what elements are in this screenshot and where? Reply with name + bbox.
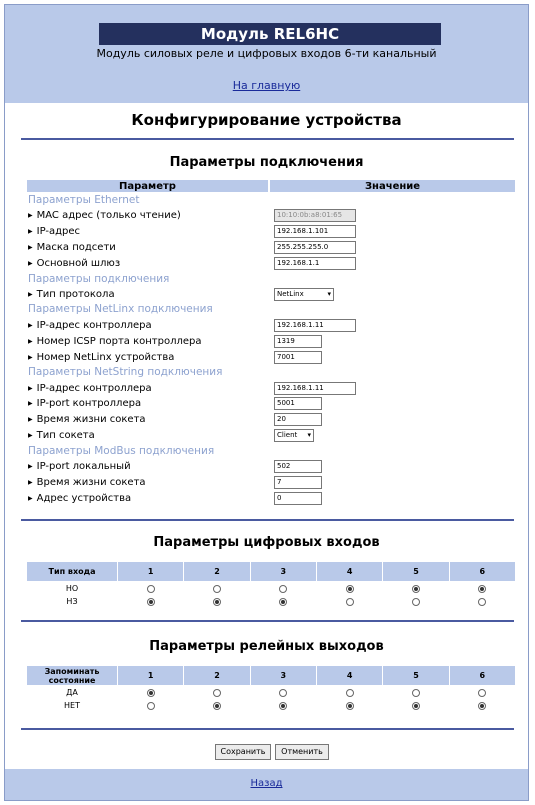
relay-output-cell <box>118 699 184 712</box>
col-value-header: Значение <box>269 179 516 193</box>
relay-output-radio[interactable] <box>412 702 420 710</box>
digital-input-cell <box>250 582 316 596</box>
netlinx-port-field[interactable]: 1319 <box>274 335 322 348</box>
relay-output-cell <box>449 686 515 700</box>
digital-input-cell <box>118 595 184 608</box>
digital-input-radio[interactable] <box>147 585 155 593</box>
digital-input-radio[interactable] <box>478 585 486 593</box>
module-title: Модуль REL6HC <box>99 23 441 45</box>
netlinx-ip-field[interactable]: 192.168.1.11 <box>274 319 356 332</box>
input-type-header: Тип входа <box>27 562 118 582</box>
netstring-port-field[interactable]: 5001 <box>274 397 322 410</box>
param-row-netstring-port <box>26 396 516 412</box>
relay-output-cell <box>383 686 449 700</box>
home-link[interactable]: На главную <box>232 79 301 92</box>
modbus-address-label: ▶ Адрес устройства <box>26 493 274 504</box>
channel-header: 2 <box>184 562 250 582</box>
modbus-port-label: ▶ IP-port локальный <box>26 461 274 472</box>
channel-header: 5 <box>383 562 449 582</box>
netstring-port-label: ▶ IP-port контроллера <box>26 398 274 409</box>
channel-header: 1 <box>118 562 184 582</box>
digital-input-cell <box>383 582 449 596</box>
digital-input-radio[interactable] <box>346 598 354 606</box>
cancel-button[interactable]: Отменить <box>275 744 329 760</box>
chevron-down-icon: ▾ <box>307 431 311 440</box>
netstring-ip-field[interactable]: 192.168.1.11 <box>274 382 356 395</box>
param-row-netlinx-device <box>26 349 516 365</box>
param-row-gateway <box>26 256 516 272</box>
gateway-label: ▶ Основной шлюз <box>26 258 274 269</box>
channel-header: 2 <box>184 666 250 686</box>
param-row-protocol <box>26 287 516 303</box>
socket-type-label: ▶ Тип сокета <box>26 430 274 441</box>
page-frame <box>4 4 529 801</box>
digital-input-cell <box>118 582 184 596</box>
digital-input-cell <box>250 595 316 608</box>
relay-output-cell <box>383 699 449 712</box>
divider <box>21 519 514 521</box>
relay-output-cell <box>250 686 316 700</box>
relay-output-cell <box>184 699 250 712</box>
relay-output-cell <box>316 699 382 712</box>
connection-params-table <box>26 179 516 506</box>
param-row-netstring-lifetime <box>26 412 516 428</box>
group-connection: Параметры подключения <box>28 272 170 285</box>
param-row-mask <box>26 240 516 256</box>
digital-input-radio[interactable] <box>412 598 420 606</box>
ip-label: ▶ IP-адрес <box>26 226 274 237</box>
modbus-lifetime-label: ▶ Время жизни сокета <box>26 477 274 488</box>
digital-input-radio[interactable] <box>279 598 287 606</box>
relay-output-cell <box>316 686 382 700</box>
digital-input-row <box>27 582 516 596</box>
relay-output-radio[interactable] <box>279 702 287 710</box>
protocol-label: ▶ Тип протокола <box>26 289 274 300</box>
channel-header: 6 <box>449 666 515 686</box>
netlinx-ip-label: ▶ IP-адрес контроллера <box>26 320 274 331</box>
digital-input-cell <box>184 582 250 596</box>
param-row-netlinx-ip <box>26 317 516 333</box>
page-title: Конфигурирование устройства <box>131 111 402 129</box>
relay-output-row-label: НЕТ <box>64 701 80 710</box>
param-row-netstring-ip <box>26 380 516 396</box>
relay-output-row-label: ДА <box>66 688 78 697</box>
param-row-modbus-lifetime <box>26 475 516 491</box>
mask-field[interactable]: 255.255.255.0 <box>274 241 356 254</box>
relay-outputs-header-row <box>27 666 516 686</box>
relay-outputs-body <box>27 686 516 713</box>
group-modbus: Параметры ModBus подключения <box>28 444 215 457</box>
connection-section-title: Параметры подключения <box>169 155 364 170</box>
digital-input-radio[interactable] <box>147 598 155 606</box>
digital-input-row-label: НО <box>65 584 79 593</box>
digital-input-radio[interactable] <box>213 598 221 606</box>
gateway-field[interactable]: 192.168.1.1 <box>274 257 356 270</box>
relay-output-radio[interactable] <box>478 702 486 710</box>
digital-input-radio[interactable] <box>478 598 486 606</box>
protocol-select[interactable] <box>274 288 334 301</box>
channel-header: 6 <box>449 562 515 582</box>
mac-label: ▶ MAC адрес (только чтение) <box>26 210 274 221</box>
relay-output-cell <box>184 686 250 700</box>
ip-field[interactable]: 192.168.1.101 <box>274 225 356 238</box>
digital-input-cell <box>316 595 382 608</box>
chevron-down-icon: ▾ <box>327 290 331 298</box>
col-param-header: Параметр <box>26 179 269 193</box>
group-netstring: Параметры NetString подключения <box>28 366 223 379</box>
socket-type-select[interactable] <box>274 429 314 442</box>
modbus-address-field[interactable]: 0 <box>274 492 322 505</box>
channel-header: 4 <box>316 562 382 582</box>
digital-input-radio[interactable] <box>213 585 221 593</box>
group-ethernet: Параметры Ethernet <box>28 194 140 206</box>
digital-input-cell <box>449 582 515 596</box>
param-row-netlinx-port <box>26 333 516 349</box>
relay-output-radio[interactable] <box>147 689 155 697</box>
header <box>5 5 528 103</box>
relay-output-cell <box>449 699 515 712</box>
digital-input-cell <box>184 595 250 608</box>
netstring-ip-label: ▶ IP-адрес контроллера <box>26 383 274 394</box>
socket-type-value: Client <box>277 431 298 440</box>
save-button[interactable]: Сохранить <box>215 744 271 760</box>
relay-output-radio[interactable] <box>279 689 287 697</box>
modbus-lifetime-field[interactable]: 7 <box>274 476 322 489</box>
channel-header: 5 <box>383 666 449 686</box>
relay-outputs-section-title: Параметры релейных выходов <box>149 639 384 654</box>
channel-header: 3 <box>250 666 316 686</box>
param-row-mac <box>26 208 516 224</box>
relay-output-cell <box>118 686 184 700</box>
footer <box>5 769 528 800</box>
digital-input-radio[interactable] <box>279 585 287 593</box>
divider <box>21 728 514 730</box>
digital-input-cell <box>449 595 515 608</box>
relay-output-row <box>27 699 516 712</box>
relay-output-radio[interactable] <box>147 702 155 710</box>
mac-field: 10:10:0b:a8:01:65 <box>274 209 356 222</box>
param-row-ip <box>26 224 516 240</box>
relay-output-cell <box>250 699 316 712</box>
module-subtitle: Модуль силовых реле и цифровых входов 6-ти канальный <box>96 47 437 60</box>
digital-input-radio[interactable] <box>412 585 420 593</box>
relay-output-radio[interactable] <box>346 689 354 697</box>
digital-inputs-header-row <box>27 562 516 582</box>
back-link[interactable]: Назад <box>250 778 283 789</box>
divider <box>21 620 514 622</box>
netlinx-port-label: ▶ Номер ICSP порта контроллера <box>26 336 274 347</box>
protocol-select-value: NetLinx <box>277 290 304 298</box>
digital-input-cell <box>383 595 449 608</box>
divider <box>21 138 514 140</box>
channel-header: 4 <box>316 666 382 686</box>
relay-output-radio[interactable] <box>478 689 486 697</box>
digital-inputs-body <box>27 582 516 609</box>
relay-output-radio[interactable] <box>412 689 420 697</box>
relay-output-radio[interactable] <box>213 702 221 710</box>
netstring-lifetime-label: ▶ Время жизни сокета <box>26 414 274 425</box>
netstring-lifetime-field[interactable]: 20 <box>274 413 322 426</box>
relay-output-radio[interactable] <box>213 689 221 697</box>
param-row-modbus-port <box>26 459 516 475</box>
params-table-header <box>26 179 516 193</box>
relay-output-radio[interactable] <box>346 702 354 710</box>
digital-input-row-label: НЗ <box>66 597 78 606</box>
mask-label: ▶ Маска подсети <box>26 242 274 253</box>
relay-outputs-table <box>26 665 516 712</box>
digital-input-row <box>27 595 516 608</box>
digital-input-cell <box>316 582 382 596</box>
channel-header: 3 <box>250 562 316 582</box>
remember-state-header: Запоминать состояние <box>27 666 118 686</box>
channel-header: 1 <box>118 666 184 686</box>
digital-input-radio[interactable] <box>346 585 354 593</box>
modbus-port-field[interactable]: 502 <box>274 460 322 473</box>
digital-inputs-section-title: Параметры цифровых входов <box>153 535 380 550</box>
group-netlinx: Параметры NetLinx подключения <box>28 303 213 316</box>
param-row-modbus-address <box>26 490 516 506</box>
relay-output-row <box>27 686 516 700</box>
netlinx-device-field[interactable]: 7001 <box>274 351 322 364</box>
param-row-socket-type <box>26 428 516 444</box>
netlinx-device-label: ▶ Номер NetLinx устройства <box>26 352 274 363</box>
digital-inputs-table <box>26 561 516 608</box>
